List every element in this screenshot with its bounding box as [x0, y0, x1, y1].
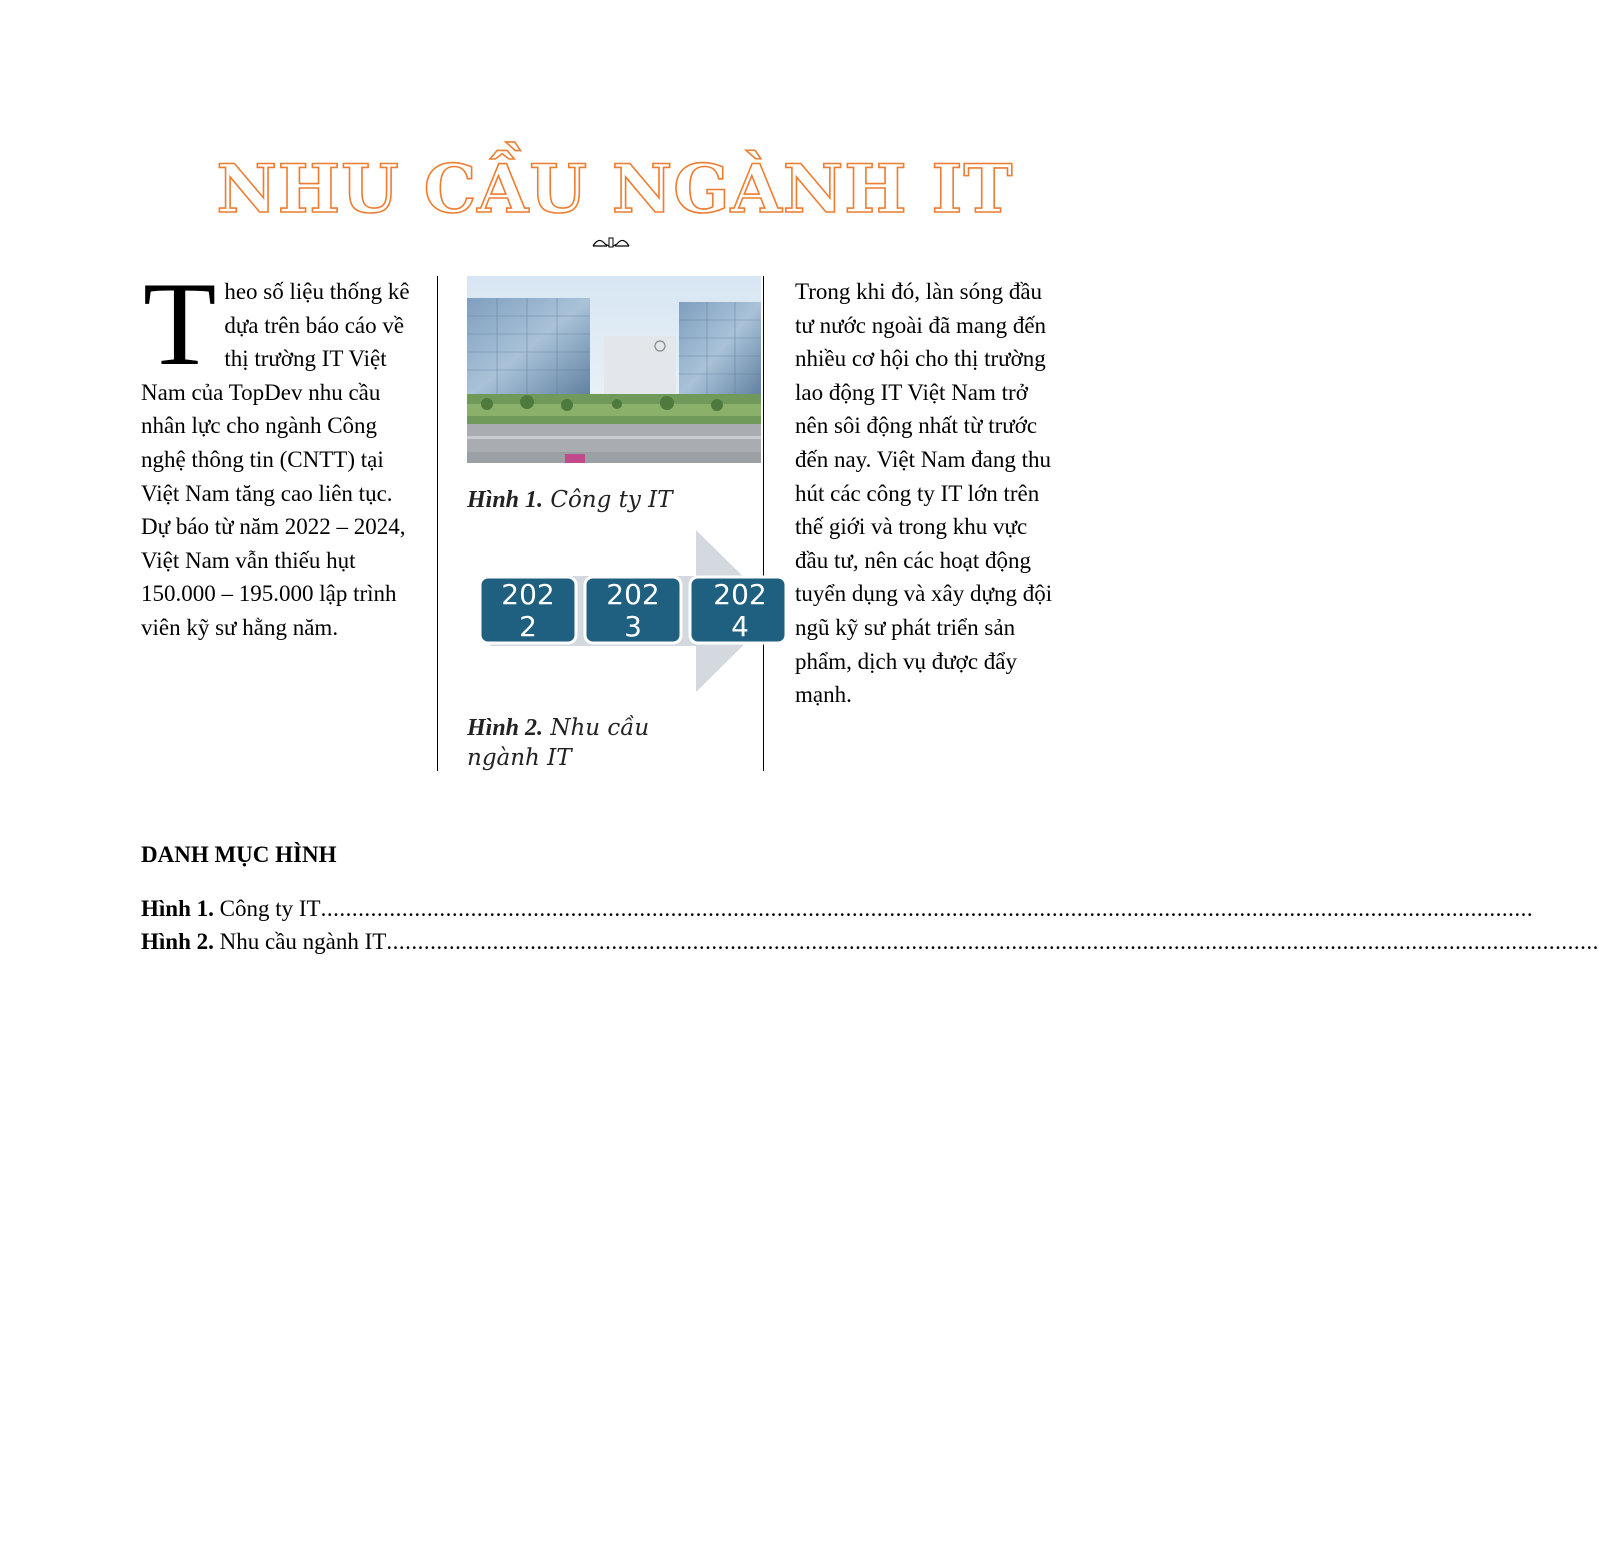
timeline-year-1-bottom: 2: [519, 610, 537, 643]
column-left: [141, 257, 411, 645]
drop-cap: T: [143, 257, 217, 390]
figure-1-label: Hình 1.: [467, 487, 544, 513]
timeline-year-3-bottom: 4: [731, 610, 749, 643]
figure-1-text: Công ty IT: [550, 487, 673, 513]
toc-entry[interactable]: [141, 925, 1599, 958]
ornament-icon: [591, 232, 631, 252]
column-divider-right: [763, 276, 764, 771]
table-of-figures: [141, 840, 1599, 958]
timeline-diagram: [478, 530, 778, 692]
timeline-box-1: [480, 577, 576, 643]
timeline-box-3: [690, 577, 786, 643]
timeline-year-1-top: 202: [501, 578, 555, 611]
toc-entry-label: Hình 2.: [141, 929, 214, 954]
figure-2-caption: [467, 713, 727, 773]
toc-heading: DANH MỤC HÌNH: [141, 842, 337, 867]
timeline-year-2-bottom: 3: [624, 610, 642, 643]
figure-2-label: Hình 2.: [467, 715, 544, 741]
timeline-box-2: [585, 577, 681, 643]
toc-leader-dots: ..................................................................................................................................................................................................: [386, 929, 1599, 954]
toc-entry[interactable]: [141, 892, 1534, 925]
toc-entry-text: Nhu cầu ngành IT: [219, 929, 387, 954]
timeline-year-2-top: 202: [606, 578, 660, 611]
column-left-text: heo số liệu thống kê dựa trên báo cáo về thị trường IT Việt Nam của TopDev nhu cầu nhân lực cho ngành Công nghệ thông tin (CNTT) tại Việt Nam tăng cao liên tục. Dự báo từ năm 2022 – 2024, Việt Nam vẫn thiếu hụt 150.000 – 195.000 lập trình viên kỹ sư hằng năm.: [141, 279, 410, 640]
page-title: NHU CẦU NGÀNH IT: [216, 150, 1014, 228]
toc-entry-text: Công ty IT: [219, 896, 321, 921]
company-building-photo: [467, 276, 761, 463]
column-right-text: Trong khi đó, làn sóng đầu tư nước ngoài đã mang đến nhiều cơ hội cho thị trường lao động IT Việt Nam trở nên sôi động nhất từ trước đến nay. Việt Nam đang thu hút các công ty IT lớn trên thế giới và trong khu vực đầu tư, nên các hoạt động tuyển dụng và xây dựng đội ngũ kỹ sư phát triển sản phẩm, dịch vụ được đẩy mạnh.: [795, 279, 1053, 708]
timeline-year-3-top: 202: [713, 578, 767, 611]
figure-1-caption: [467, 485, 673, 515]
toc-leader-dots: ..................................................................................................................................................................................................: [320, 896, 1534, 921]
column-divider-left: [437, 276, 438, 771]
toc-entry-label: Hình 1.: [141, 896, 214, 921]
figure-2-text: Nhu cầu ngành IT: [467, 715, 650, 771]
